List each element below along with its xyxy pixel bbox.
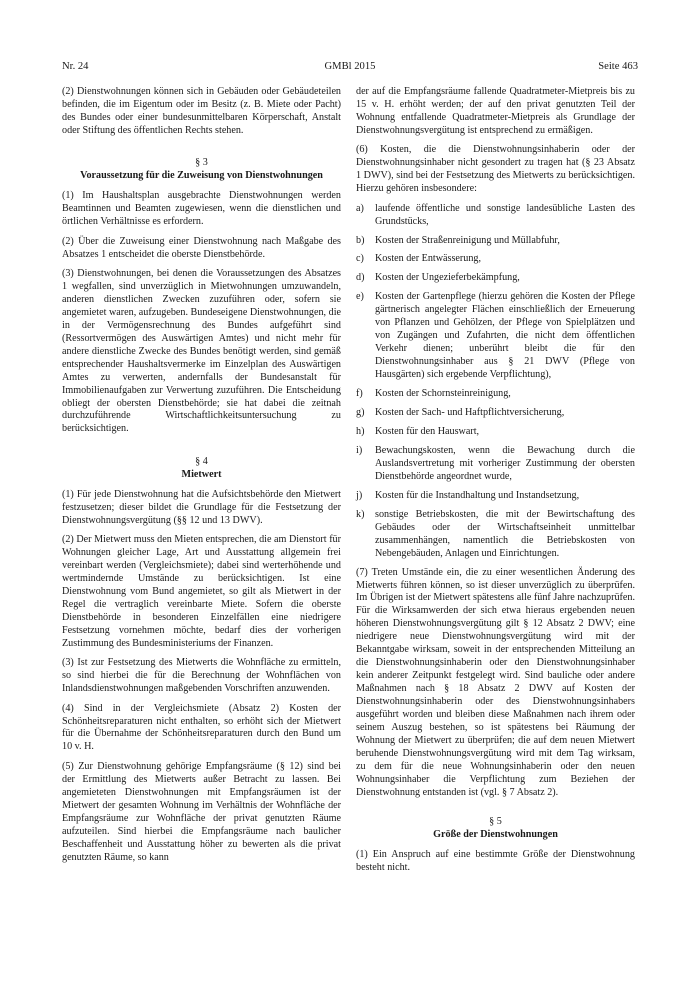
paragraph-2-2: (2) Dienstwohnungen können sich in Gebäuden oder Gebäudeteilen befinden, die im Eigentum oder im Besitz (z. B. Miete oder Pacht) des Bundes oder einer bundesunmittelbaren Körperschaft, Anstalt oder Stiftung des öffentlichen Rechts stehen. <box>62 86 341 136</box>
list-item <box>356 272 635 285</box>
list-item-text: Kosten der Ungezieferbekämpfung, <box>375 272 520 284</box>
paragraph-4-1: (1) Für jede Dienstwohnung hat die Aufsichtsbehörde den Mietwert festzusetzen; dieser bildet die Grundlage für die Festsetzung der Dienstwohnungsvergütung (§§ 12 und 13 DWV). <box>62 488 341 526</box>
section-title: Voraussetzung für die Zuweisung von Dienstwohnungen <box>80 170 323 182</box>
section-5-heading <box>356 816 635 842</box>
paragraph-4-6: (6) Kosten, die die Dienstwohnungsinhaberin oder der Dienstwohnungsinhaber nicht gesondert zu tragen hat (§ 23 Absatz 1 DWV), sind bei der Festsetzung des Mietwerts zu berücksichtigen. Hierzu gehören insbesondere: <box>356 144 635 195</box>
paragraph-4-2: (2) Der Mietwert muss den Mieten entsprechen, die am Dienstort für Wohnungen gleicher Lage, Art und Ausstattung allgemein frei vereinbart werden (Vergleichsmiete); dabei sind werterhöhende und wertmindernde Umstände zu berücksichtigen. Ist eine Dienstwohnung vom Bund angemietet, so gilt als Mietwert in der Regel die vertraglich vereinbarte Miete. Sofern die oberste Dienstbehörde in besonderen Einzelfällen eine niedrigere Festsetzung vornehmen möchte, bedarf dies der vorherigen Zustimmung des Bundesministeriums der Finanzen. <box>62 534 341 649</box>
paragraph-4-4: (4) Sind in der Vergleichsmiete (Absatz 2) Kosten der Schönheitsreparaturen nicht enthalten, so erhöht sich der Mietwert für die Übernahme der Schönheitsreparaturen durch den Bund um 10 v. H. <box>62 702 341 753</box>
list-item <box>356 388 635 401</box>
list-item-label: j) <box>356 489 363 501</box>
list-item <box>356 490 635 503</box>
section-title: Größe der Dienstwohnungen <box>433 829 558 841</box>
list-item-text: Bewachungskosten, wenn die Bewachung durch die Auslandsvertretung mit vorheriger Zustimmung der obersten Dienstbehörde angeordnet wurde, <box>375 444 635 482</box>
paragraph-4-5-continued: der auf die Empfangsräume fallende Quadratmeter-Mietpreis bis zu 15 v. H. erhöht werden; der auf den privat genutzten Teil der Wohnung entfallende Quadratmeter-Mietpreis als Grundlage der Dienstwohnungsvergütung ist entsprechend zu ermäßigen. <box>356 86 635 136</box>
list-item <box>356 203 635 229</box>
section-title: Mietwert <box>181 468 222 480</box>
section-number: § 5 <box>489 816 502 828</box>
list-item-text: laufende öffentliche und sonstige landesübliche Lasten des Grundstücks, <box>375 202 635 227</box>
list-item-text: Kosten der Sach- und Haftpflichtversicherung, <box>375 407 565 419</box>
paragraph-3-1: (1) Im Haushaltsplan ausgebrachte Dienstwohnungen werden Beamtinnen und Beamten zugewiesen, wenn die dienstlichen und örtlichen Verhältnisse es erfordern. <box>62 190 341 228</box>
list-item <box>356 509 635 561</box>
list-item-label: b) <box>356 234 365 246</box>
list-item-text: sonstige Betriebskosten, die mit der Bewirtschaftung des Gebäudes oder der Wirtschaftseinheit unmittelbar zusammenhängen, namentlich die Betriebskosten von Nebengebäuden, Anlagen und Einrichtungen. <box>375 508 635 559</box>
paragraph-3-2: (2) Über die Zuweisung einer Dienstwohnung nach Maßgabe des Absatzes 1 entscheidet die oberste Dienstbehörde. <box>62 235 341 260</box>
left-column <box>62 86 341 871</box>
list-item-label: k) <box>356 508 365 520</box>
list-item <box>356 426 635 439</box>
page-header <box>62 60 638 74</box>
list-item-text: Kosten der Entwässerung, <box>375 253 482 265</box>
list-item-label: c) <box>356 253 364 265</box>
section-gap <box>62 144 341 157</box>
list-item-label: h) <box>356 425 365 437</box>
section-number: § 4 <box>195 455 208 467</box>
section-gap <box>62 443 341 456</box>
section-4-heading <box>62 456 341 482</box>
list-item <box>356 235 635 248</box>
list-item <box>356 253 635 266</box>
list-item-text: Kosten für den Hauswart, <box>375 425 480 437</box>
list-item-label: g) <box>356 407 365 419</box>
list-item-text: Kosten der Straßenreinigung und Müllabfuhr, <box>375 234 560 246</box>
list-item-text: Kosten der Schornsteinreinigung, <box>375 388 511 400</box>
list-item <box>356 445 635 484</box>
right-column <box>356 86 635 882</box>
paragraph-4-5: (5) Zur Dienstwohnung gehörige Empfangsräume (§ 12) sind bei der Ermittlung des Mietwerts außer Betracht zu lassen. Bei angemieteten Dienstwohnungen mit Empfangsräumen ist der Mietwert der gesamten Wohnung im Verhältnis der Wohnfläche der Empfangsräume zur Wohnfläche der privat genutzten Räume aufzuteilen. Sind hierbei die Empfangsräume nach baulicher Beschaffenheit und Ausstattung höher zu bewerten als die privat genutzten Räume, so kann <box>62 760 341 863</box>
list-item <box>356 407 635 420</box>
list-item-label: e) <box>356 291 364 303</box>
page-number: Seite 463 <box>598 61 638 72</box>
list-item-label: a) <box>356 202 364 214</box>
journal-name: GMBl 2015 <box>324 61 376 72</box>
section-number: § 3 <box>195 157 208 169</box>
list-item-label: i) <box>356 444 363 456</box>
issue-number: Nr. 24 <box>62 61 89 72</box>
paragraph-3-3: (3) Dienstwohnungen, bei denen die Voraussetzungen des Absatzes 1 wegfallen, sind unverzüglich in Mietwohnungen umzuwandeln, anderen dienstlichen Zwecken zuzuführen oder, sofern sie angemietet waren, aufzugeben. Bundeseigene Dienstwohnungen, die in der Vermögensrechnung des Bundes aufgeführt sind (Ressortvermögen des Auswärtigen Amtes) und nicht mehr für andere dienstliche Zwecke des Bundes benötigt werden, sind gemäß entsprechender Haushaltsvermerke im Einzelplan des Auswärtigen Amtes zu verwerten, andernfalls der Bundesanstalt für Immobilienaufgaben zur Verwertung zuzuführen. Die Entscheidung obliegt der obersten Dienstbehörde; sie hat dabei die zeitnah durchzuführende Wirtschaftlichkeitsuntersuchung zu berücksichtigen. <box>62 267 341 435</box>
paragraph-5-1: (1) Ein Anspruch auf eine bestimmte Größe der Dienstwohnung besteht nicht. <box>356 849 635 874</box>
list-item-text: Kosten der Gartenpflege (hierzu gehören die Kosten der Pflege gärtnerisch angelegter Flächen einschließlich der Erneuerung von Pflanzen und Gehölzen, der Pflege von Spielplätzen und von Zugängen und Zufahrten, die nicht dem öffentlichen Verkehr dienen; unberührt bleibt die für den Dienstwohnungsinhaber aus § 21 DWV (Pflege von Hausgärten) sich ergebende Verpflichtung), <box>375 291 635 381</box>
list-item <box>356 291 635 382</box>
cost-list <box>356 203 635 561</box>
list-item-text: Kosten für die Instandhaltung und Instandsetzung, <box>375 489 580 501</box>
paragraph-4-7: (7) Treten Umstände ein, die zu einer wesentlichen Änderung des Mietwerts führen können, so ist dieser unverzüglich zu überprüfen. Im Übrigen ist der Mietwert spätestens alle fünf Jahre nachzuprüfen. Für die Wirksamwerden der sich etwa hieraus ergebenden neuen höheren Dienstwohnungsvergütung gilt § 12 Absatz 2 DWV; eine niedrigere neue Dienstwohnungsvergütung wird mit der Bekanntgabe wirksam, soweit in der entsprechenden Mitteilung an die Dienstwohnungsinhaberin oder den Dienstwohnungsinhaber kein anderer Zeitpunkt festgelegt wird. Sind bauliche oder andere Maßnahmen nach § 18 Absatz 2 DWV auf Kosten der Dienstwohnungsinhaberin oder des Dienstwohnungsinhabers ausgeführt worden und bleiben diese Maßnahmen nach ihrem oder seinem Auszug bestehen, so ist spätestens bei Räumung der Wohnung der Mietwert zu überprüfen; die auf dem neuen Mietwert beruhende Dienstwohnungsvergütung wird mit dem Tag wirksam, zu dem für die neue Wohnungsinhaberin oder den neuen Wohnungsinhaber die Verpflichtung zum Beziehen der Dienstwohnung entstanden ist (vgl. § 7 Absatz 2). <box>356 566 635 798</box>
list-item-label: d) <box>356 272 365 284</box>
section-gap <box>356 806 635 816</box>
section-3-heading <box>62 157 341 183</box>
paragraph-4-3: (3) Ist zur Festsetzung des Mietwerts die Wohnfläche zu ermitteln, so sind hierbei die für die Berechnung der Wohnflächen von Inlandsdienstwohnungen maßgebenden Vorschriften anzuwenden. <box>62 657 341 695</box>
list-item-label: f) <box>356 388 363 400</box>
